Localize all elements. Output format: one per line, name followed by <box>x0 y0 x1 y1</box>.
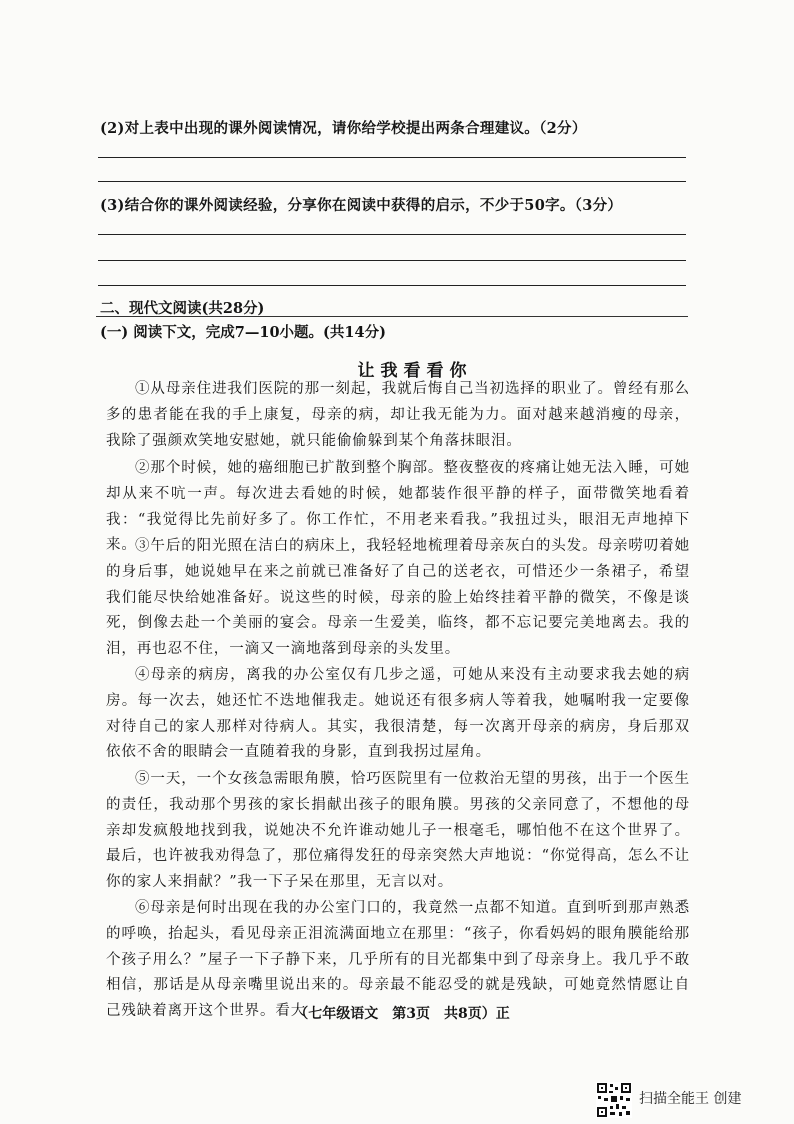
answer-line <box>98 285 686 286</box>
article-paragraph-6: ⑥母亲是何时出现在我的办公室门口的，我竟然一点都不知道。直到听到那声熟悉的呼唤，抬起头，看见母亲正泪流满面地立在那里：“孩子，你看妈妈的眼角膜能给那个孩子用么？”屋子一下子静下来，几乎所有的目光都集中到了母亲身上。我几乎不敢相信，那话是从母亲嘴里说出来的。母亲最不能忍受的就是残缺，可她竟然情愿让自己残缺着离开这个世界。看大 <box>106 900 690 1020</box>
answer-line <box>98 181 686 182</box>
article-paragraph-2: ②那个时候，她的癌细胞已扩散到整个胸部。整夜整夜的疼痛让她无法入睡，可她却从来不吭一声。每次进去看她的时候，她都装作很平静的样子，面带微笑地看着我：“我觉得比先前好多了。你工作忙，不用老来看我。”我扭过头，眼泪无声地掉下来。 <box>106 460 690 554</box>
article-paragraph-4: ④母亲的病房，离我的办公室仅有几步之遥，可她从来没有主动要求我去她的病房。每一次去，她还忙不迭地催我走。她说还有很多病人等着我，她嘱咐我一定要像对待自己的家人那样对待病人。其实，我很清楚，每一次离开母亲的病房，身后那双依依不舍的眼睛会一直随着我的身影，直到我拐过屋角。 <box>106 667 690 761</box>
answer-line <box>98 157 686 158</box>
qr-code-icon <box>596 1082 632 1118</box>
answer-line <box>98 260 686 261</box>
answer-line <box>98 234 686 235</box>
article-title: 让我看看你 <box>357 361 473 381</box>
article-paragraph-5: ⑤一天，一个女孩急需眼角膜，恰巧医院里有一位救治无望的男孩，出于一个医生的责任，我动那个男孩的家长捐献出孩子的眼角膜。男孩的父亲同意了，不想他的母亲却发疯般地找到我，说她决不允许谁动她儿子一根毫毛，哪怕他不在这个世界了。最后，也许被我劝得急了，那位痛得发狂的母亲突然大声地说：“你觉得高，怎么不让你的家人来捐献？”我一下子呆在那里，无言以对。 <box>106 771 690 891</box>
section-heading: 二、现代文阅读(共28分) <box>100 300 265 317</box>
section-divider <box>96 316 688 317</box>
question-2: (2)对上表中出现的课外阅读情况，请你给学校提出两条合理建议。（2分） <box>100 120 587 137</box>
article-paragraph-1: ①从母亲住进我们医院的那一刻起，我就后悔自己当初选择的职业了。曾经有那么多的患者能在我的手上康复，母亲的病，却让我无能为力。面对越来越消瘦的母亲，我除了强颜欢笑地安慰她，就只能偷偷躲到某个角落抹眼泪。 <box>106 381 690 449</box>
page-footer: （七年级语文 第3页 共8页）正 <box>294 1006 510 1022</box>
scanner-watermark: 扫描全能王 创建 <box>639 1091 742 1107</box>
section-subheading: (一) 阅读下文，完成7—10小题。(共14分) <box>100 324 386 341</box>
question-3: (3)结合你的课外阅读经验，分享你在阅读中获得的启示，不少于50字。（3分） <box>100 197 623 214</box>
article-paragraph-3: ③午后的阳光照在洁白的病床上，我轻轻地梳理着母亲灰白的头发。母亲唠叨着她的身后事，她说她早在来之前就已准备好了自己的送老衣，可惜还少一条裙子，希望我们能尽快给她准备好。说这些的时候，母亲的脸上始终挂着平静的微笑，不像是谈死，倒像去赴一个美丽的宴会。母亲一生爱美，临终，都不忘记要完美地离去。我的泪，再也忍不住，一滴又一滴地落到母亲的头发里。 <box>106 538 690 658</box>
